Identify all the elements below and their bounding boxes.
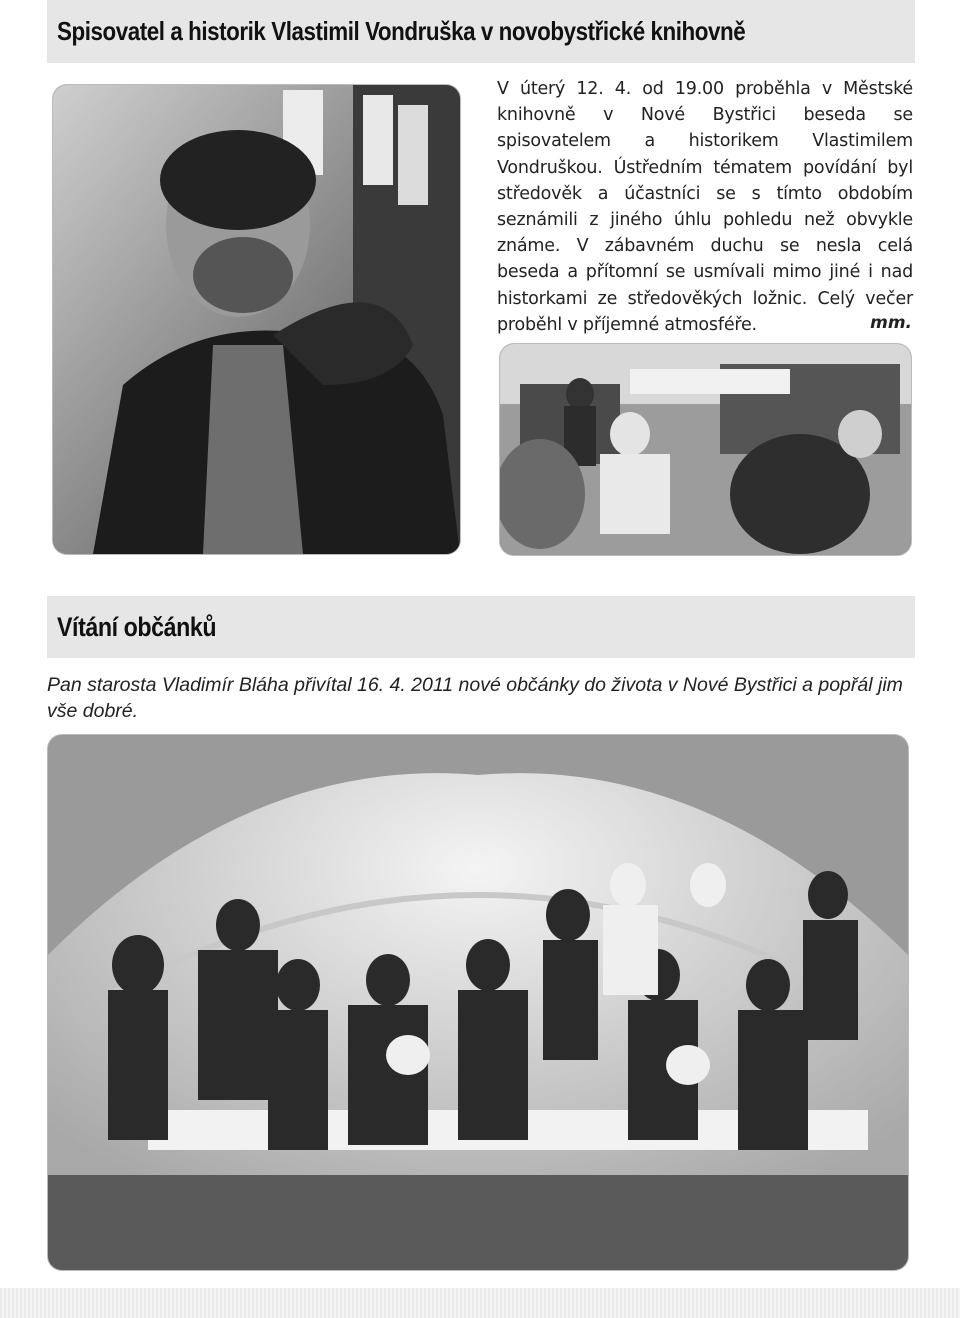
article-heading-band	[47, 0, 915, 63]
section2-caption: Pan starosta Vladimír Bláha přivítal 16. 4. 2011 nové občánky do života v Nové Bystřici a popřál jim vše dobré.	[47, 674, 903, 722]
section2-heading-band	[47, 596, 915, 658]
section2-title: Vítání občánků	[57, 611, 217, 642]
group-photo	[48, 735, 908, 1270]
article-signature: mm.	[870, 313, 912, 333]
page-bottom-strip	[0, 1288, 960, 1318]
article-body: V úterý 12. 4. od 19.00 proběhla v Městské knihovně v Nové Bystřici beseda se spisovatelem a historikem Vlastimilem Vondruškou. Ústředním tématem povídání byl středověk a účastníci se s tímto obdobím seznámili z jiného úhlu pohledu než obvykle známe. V zábavném duchu se nesla celá beseda a přítomní se usmívali mimo jiné i nad historkami ze středověkých ložnic. Celý večer proběhl v příjemné atmosféře.	[497, 79, 913, 335]
article-title: Spisovatel a historik Vlastimil Vondruška v novobystřické knihovně	[57, 16, 746, 46]
audience-photo	[500, 344, 911, 555]
author-portrait-photo	[53, 85, 460, 554]
